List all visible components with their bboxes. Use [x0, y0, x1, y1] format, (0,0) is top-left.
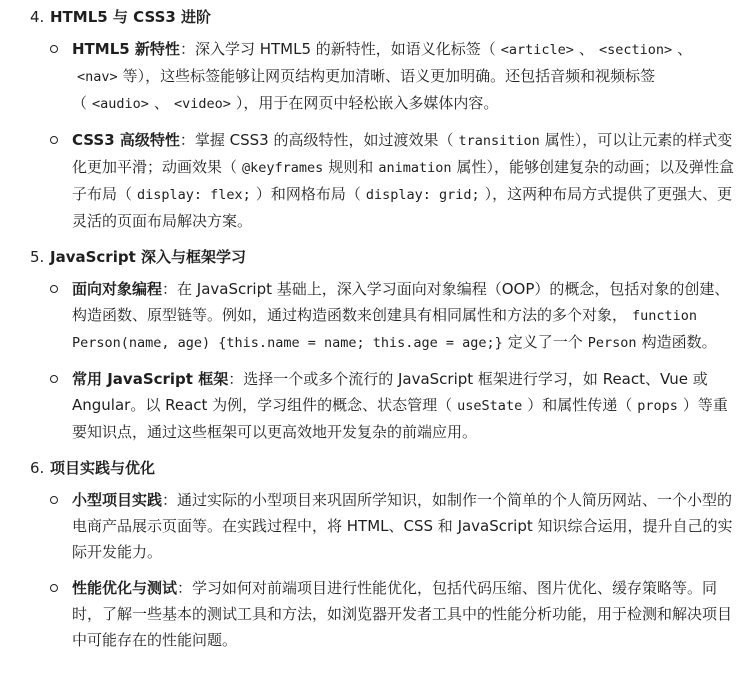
- item-text: [72, 36, 734, 117]
- inline-code: props: [637, 398, 678, 414]
- inline-code: useState: [457, 398, 523, 414]
- list-item: [30, 575, 734, 653]
- inline-code: <nav>: [77, 69, 118, 85]
- item-title: CSS3 高级特性: [72, 131, 180, 149]
- list-item: [30, 487, 734, 565]
- hollow-bullet-icon: [50, 285, 58, 293]
- hollow-bullet-icon: [50, 496, 58, 504]
- item-title: 小型项目实践: [72, 491, 163, 509]
- inline-code: Person: [587, 335, 637, 351]
- item-list: [30, 487, 734, 653]
- text-run: ）等重要知识点，通过这些框架可以更高效地开发复杂的前端应用。: [72, 396, 728, 441]
- item-title: 性能优化与测试: [72, 579, 178, 597]
- list-item: [30, 366, 734, 445]
- section-number: 4.: [30, 8, 45, 26]
- inline-code: display: grid;: [365, 187, 480, 203]
- text-run: 属性），可以让元素的样式变化更加平滑；动画效果（: [72, 131, 733, 176]
- inline-code: <article>: [500, 42, 574, 58]
- item-title: 面向对象编程: [72, 280, 163, 298]
- section-heading: [30, 244, 734, 270]
- item-list: [30, 276, 734, 445]
- item-text: [72, 575, 734, 653]
- text-run: ）和属性传递（: [527, 396, 633, 414]
- text-run: 、: [677, 40, 693, 58]
- text-run: ：深入学习 HTML5 的新特性，如语义化标签（: [179, 40, 496, 58]
- section-title: 项目实践与优化: [50, 459, 156, 477]
- section-number: 5.: [30, 248, 45, 266]
- section-title: JavaScript 深入与框架学习: [50, 248, 246, 266]
- hollow-bullet-icon: [50, 45, 58, 53]
- inline-code: <audio>: [92, 96, 149, 112]
- item-text: [72, 276, 734, 356]
- list-item: [30, 36, 734, 117]
- text-run: ：选择一个或多个流行的 JavaScript 框架进行学习，如 React、Vue 或 Angular。以 React 为例，学习组件的概念、状态管理（: [72, 370, 708, 414]
- hollow-bullet-icon: [50, 375, 58, 383]
- inline-code: animation: [378, 160, 452, 176]
- inline-code: display: flex;: [137, 187, 251, 203]
- text-run: 、: [578, 40, 594, 58]
- text-run: ：通过实际的小型项目来巩固所学知识，如制作一个简单的个人简历网站、一个小型的电商产品展示页面等。在实践过程中，将 HTML、CSS 和 JavaScript 知识综合运用，提升自己的实际开发能力。: [72, 491, 733, 561]
- inline-code: @keyframes: [242, 160, 324, 176]
- text-run: 构造函数。: [641, 333, 717, 351]
- item-text: [72, 487, 734, 565]
- section-html5-css3: [30, 4, 734, 234]
- text-run: 、: [153, 94, 169, 112]
- item-title: HTML5 新特性: [72, 40, 180, 58]
- item-text: [72, 366, 734, 445]
- inline-code: transition: [458, 133, 540, 149]
- list-item: [30, 276, 734, 356]
- text-run: ：学习如何对前端项目进行性能优化，包括代码压缩、图片优化、缓存策略等。同时，了解一些基本的测试工具和方法，如浏览器开发者工具中的性能分析功能，用于检测和解决项目中可能存在的性能问题。: [72, 579, 733, 649]
- inline-code: <section>: [598, 42, 673, 58]
- item-title: 常用 JavaScript 框架: [72, 370, 229, 388]
- section-number: 6.: [30, 459, 45, 477]
- hollow-bullet-icon: [50, 136, 58, 144]
- section-title: HTML5 与 CSS3 进阶: [50, 8, 212, 26]
- text-run: 定义了一个: [507, 333, 583, 351]
- section-heading: [30, 455, 734, 481]
- item-text: [72, 127, 734, 234]
- text-run: ），这两种布局方式提供了更强大、更灵活的页面布局解决方案。: [72, 185, 733, 230]
- inline-code: function Person(name, age) {this.name = name; this.age = age;}: [72, 308, 698, 351]
- text-run: 属性），能够创建复杂的动画；以及弹性盒子布局（: [72, 158, 734, 203]
- text-run: ）和网格布局（: [255, 185, 361, 203]
- text-run: 规则和: [328, 158, 374, 176]
- section-projects-optimization: [30, 455, 734, 653]
- text-run: ：掌握 CSS3 的高级特性，如过渡效果（: [179, 131, 454, 149]
- section-heading: [30, 4, 734, 30]
- text-run: 等），这些标签能够让网页结构更加清晰、语义更加明确。还包括音频和视频标签（: [72, 67, 656, 112]
- text-run: ：在 JavaScript 基础上，深入学习面向对象编程（OOP）的概念，包括对象的创建、构造函数、原型链等。例如，通过构造函数来创建具有相同属性和方法的多个对象，: [72, 280, 730, 324]
- section-javascript-frameworks: [30, 244, 734, 445]
- text-run: ），用于在网页中轻松嵌入多媒体内容。: [235, 94, 499, 112]
- inline-code: <video>: [173, 96, 231, 112]
- list-item: [30, 127, 734, 234]
- item-list: [30, 36, 734, 234]
- hollow-bullet-icon: [50, 584, 58, 592]
